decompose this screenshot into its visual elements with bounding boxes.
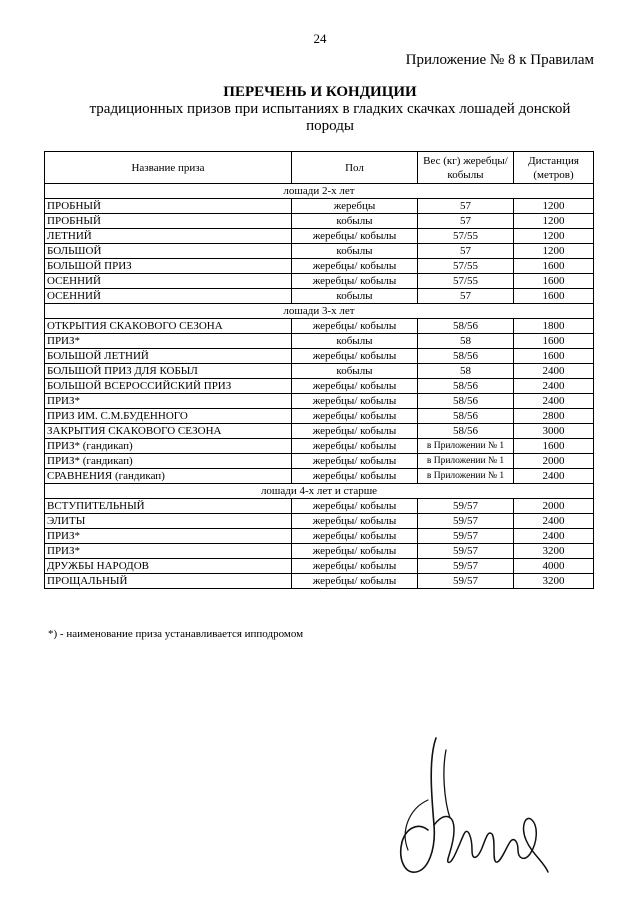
prize-name-cell: ПРОБНЫЙ [45, 199, 292, 214]
prize-name-cell: ПРИЗ ИМ. С.М.БУДЕННОГО [45, 409, 292, 424]
sex-cell: жеребцы/ кобылы [292, 529, 418, 544]
weight-cell: 59/57 [418, 544, 514, 559]
group-label: лошади 4-х лет и старше [45, 484, 594, 499]
weight-cell: 59/57 [418, 514, 514, 529]
table-row [45, 334, 594, 349]
weight-cell: 57/55 [418, 229, 514, 244]
distance-cell: 3000 [514, 424, 594, 439]
weight-cell: 59/57 [418, 529, 514, 544]
distance-cell: 1200 [514, 244, 594, 259]
distance-cell: 1600 [514, 259, 594, 274]
group-row [45, 484, 594, 499]
table-row [45, 454, 594, 469]
distance-cell: 2400 [514, 379, 594, 394]
sex-cell: жеребцы/ кобылы [292, 469, 418, 484]
weight-cell: 57 [418, 289, 514, 304]
handwritten-signature [388, 730, 558, 880]
table-row [45, 544, 594, 559]
distance-cell: 4000 [514, 559, 594, 574]
prize-name-cell: ПРИЗ* [45, 394, 292, 409]
prize-name-cell: БОЛЬШОЙ ВСЕРОССИЙСКИЙ ПРИЗ [45, 379, 292, 394]
distance-cell: 1600 [514, 349, 594, 364]
table-row [45, 199, 594, 214]
group-row [45, 184, 594, 199]
prize-name-cell: ЛЕТНИЙ [45, 229, 292, 244]
prize-name-cell: ПРИЗ* [45, 529, 292, 544]
sex-cell: кобылы [292, 364, 418, 379]
header-distance-text: Дистанция (метров) [528, 154, 579, 181]
weight-cell: 58 [418, 334, 514, 349]
sex-cell: жеребцы/ кобылы [292, 454, 418, 469]
document-subtitle: традиционных призов при испытаниях в гладких скачках лошадей донской породы [89, 101, 571, 134]
prizes-table [44, 151, 594, 589]
sex-cell: жеребцы/ кобылы [292, 559, 418, 574]
sex-cell: жеребцы/ кобылы [292, 394, 418, 409]
table-row [45, 424, 594, 439]
distance-cell: 1600 [514, 274, 594, 289]
distance-cell: 2400 [514, 529, 594, 544]
header-distance [514, 152, 594, 184]
sex-cell: жеребцы/ кобылы [292, 379, 418, 394]
weight-cell: 59/57 [418, 559, 514, 574]
sex-cell: кобылы [292, 214, 418, 229]
footnote: *) - наименование приза устанавливается ипподромом [48, 628, 304, 640]
weight-cell: 58/56 [418, 349, 514, 364]
table-row [45, 439, 594, 454]
sex-cell: жеребцы/ кобылы [292, 229, 418, 244]
prize-name-cell: ПРОЩАЛЬНЫЙ [45, 574, 292, 589]
table-row [45, 274, 594, 289]
distance-cell: 2000 [514, 454, 594, 469]
appendix-label: Приложение № 8 к Правилам [405, 52, 594, 68]
sex-cell: жеребцы/ кобылы [292, 574, 418, 589]
group-label: лошади 3-х лет [45, 304, 594, 319]
sex-cell: жеребцы/ кобылы [292, 409, 418, 424]
weight-cell: 59/57 [418, 499, 514, 514]
group-row [45, 304, 594, 319]
weight-cell: 58 [418, 364, 514, 379]
distance-cell: 1600 [514, 334, 594, 349]
sex-cell: жеребцы/ кобылы [292, 349, 418, 364]
prize-name-cell: СРАВНЕНИЯ (гандикап) [45, 469, 292, 484]
prize-name-cell: ПРИЗ* [45, 544, 292, 559]
weight-cell: в Приложении № 1 [418, 439, 514, 454]
sex-cell: жеребцы/ кобылы [292, 499, 418, 514]
prize-name-cell: ОСЕННИЙ [45, 274, 292, 289]
weight-cell: 57 [418, 244, 514, 259]
distance-cell: 2400 [514, 394, 594, 409]
sex-cell: жеребцы [292, 199, 418, 214]
prize-name-cell: ПРИЗ* (гандикап) [45, 454, 292, 469]
distance-cell: 1200 [514, 229, 594, 244]
weight-cell: 58/56 [418, 424, 514, 439]
table-row [45, 499, 594, 514]
header-sex: Пол [292, 152, 418, 184]
prize-name-cell: ОСЕННИЙ [45, 289, 292, 304]
table-row [45, 214, 594, 229]
weight-cell: 58/56 [418, 394, 514, 409]
table-row [45, 469, 594, 484]
header-weight [418, 152, 514, 184]
table-row [45, 244, 594, 259]
sex-cell: жеребцы/ кобылы [292, 514, 418, 529]
document-title: ПЕРЕЧЕНЬ И КОНДИЦИИ [223, 84, 417, 100]
prize-name-cell: БОЛЬШОЙ ПРИЗ ДЛЯ КОБЫЛ [45, 364, 292, 379]
distance-cell: 2000 [514, 499, 594, 514]
group-label: лошади 2-х лет [45, 184, 594, 199]
prize-name-cell: БОЛЬШОЙ [45, 244, 292, 259]
table-row [45, 259, 594, 274]
prize-name-cell: БОЛЬШОЙ ПРИЗ [45, 259, 292, 274]
weight-cell: в Приложении № 1 [418, 469, 514, 484]
prize-name-cell: ПРОБНЫЙ [45, 214, 292, 229]
prize-name-cell: ПРИЗ* (гандикап) [45, 439, 292, 454]
distance-cell: 1600 [514, 439, 594, 454]
weight-cell: 57/55 [418, 259, 514, 274]
header-weight-text: Вес (кг) жеребцы/ кобылы [423, 154, 508, 181]
table-row [45, 409, 594, 424]
weight-cell: 58/56 [418, 409, 514, 424]
weight-cell: 59/57 [418, 574, 514, 589]
table-row [45, 289, 594, 304]
sex-cell: жеребцы/ кобылы [292, 424, 418, 439]
table-row [45, 559, 594, 574]
distance-cell: 2400 [514, 514, 594, 529]
table-row [45, 394, 594, 409]
table-row [45, 229, 594, 244]
distance-cell: 1200 [514, 214, 594, 229]
weight-cell: 58/56 [418, 379, 514, 394]
prize-name-cell: ЗАКРЫТИЯ СКАКОВОГО СЕЗОНА [45, 424, 292, 439]
sex-cell: кобылы [292, 289, 418, 304]
table-row [45, 574, 594, 589]
weight-cell: в Приложении № 1 [418, 454, 514, 469]
distance-cell: 2400 [514, 364, 594, 379]
sex-cell: кобылы [292, 334, 418, 349]
prize-name-cell: БОЛЬШОЙ ЛЕТНИЙ [45, 349, 292, 364]
distance-cell: 2800 [514, 409, 594, 424]
table-row [45, 529, 594, 544]
table-header [45, 152, 594, 184]
prize-name-cell: ДРУЖБЫ НАРОДОВ [45, 559, 292, 574]
distance-cell: 3200 [514, 544, 594, 559]
distance-cell: 1200 [514, 199, 594, 214]
distance-cell: 1800 [514, 319, 594, 334]
sex-cell: жеребцы/ кобылы [292, 259, 418, 274]
page-number: 24 [313, 31, 327, 46]
sex-cell: кобылы [292, 244, 418, 259]
table-body [45, 184, 594, 589]
weight-cell: 58/56 [418, 319, 514, 334]
weight-cell: 57 [418, 214, 514, 229]
sex-cell: жеребцы/ кобылы [292, 439, 418, 454]
distance-cell: 2400 [514, 469, 594, 484]
table-row [45, 514, 594, 529]
weight-cell: 57/55 [418, 274, 514, 289]
table-row [45, 379, 594, 394]
sex-cell: жеребцы/ кобылы [292, 274, 418, 289]
table-row [45, 349, 594, 364]
sex-cell: жеребцы/ кобылы [292, 544, 418, 559]
prize-name-cell: ЭЛИТЫ [45, 514, 292, 529]
table-row [45, 364, 594, 379]
weight-cell: 57 [418, 199, 514, 214]
distance-cell: 3200 [514, 574, 594, 589]
table-row [45, 319, 594, 334]
distance-cell: 1600 [514, 289, 594, 304]
prize-name-cell: ПРИЗ* [45, 334, 292, 349]
header-name: Название приза [45, 152, 292, 184]
sex-cell: жеребцы/ кобылы [292, 319, 418, 334]
prize-name-cell: ВСТУПИТЕЛЬНЫЙ [45, 499, 292, 514]
prize-name-cell: ОТКРЫТИЯ СКАКОВОГО СЕЗОНА [45, 319, 292, 334]
